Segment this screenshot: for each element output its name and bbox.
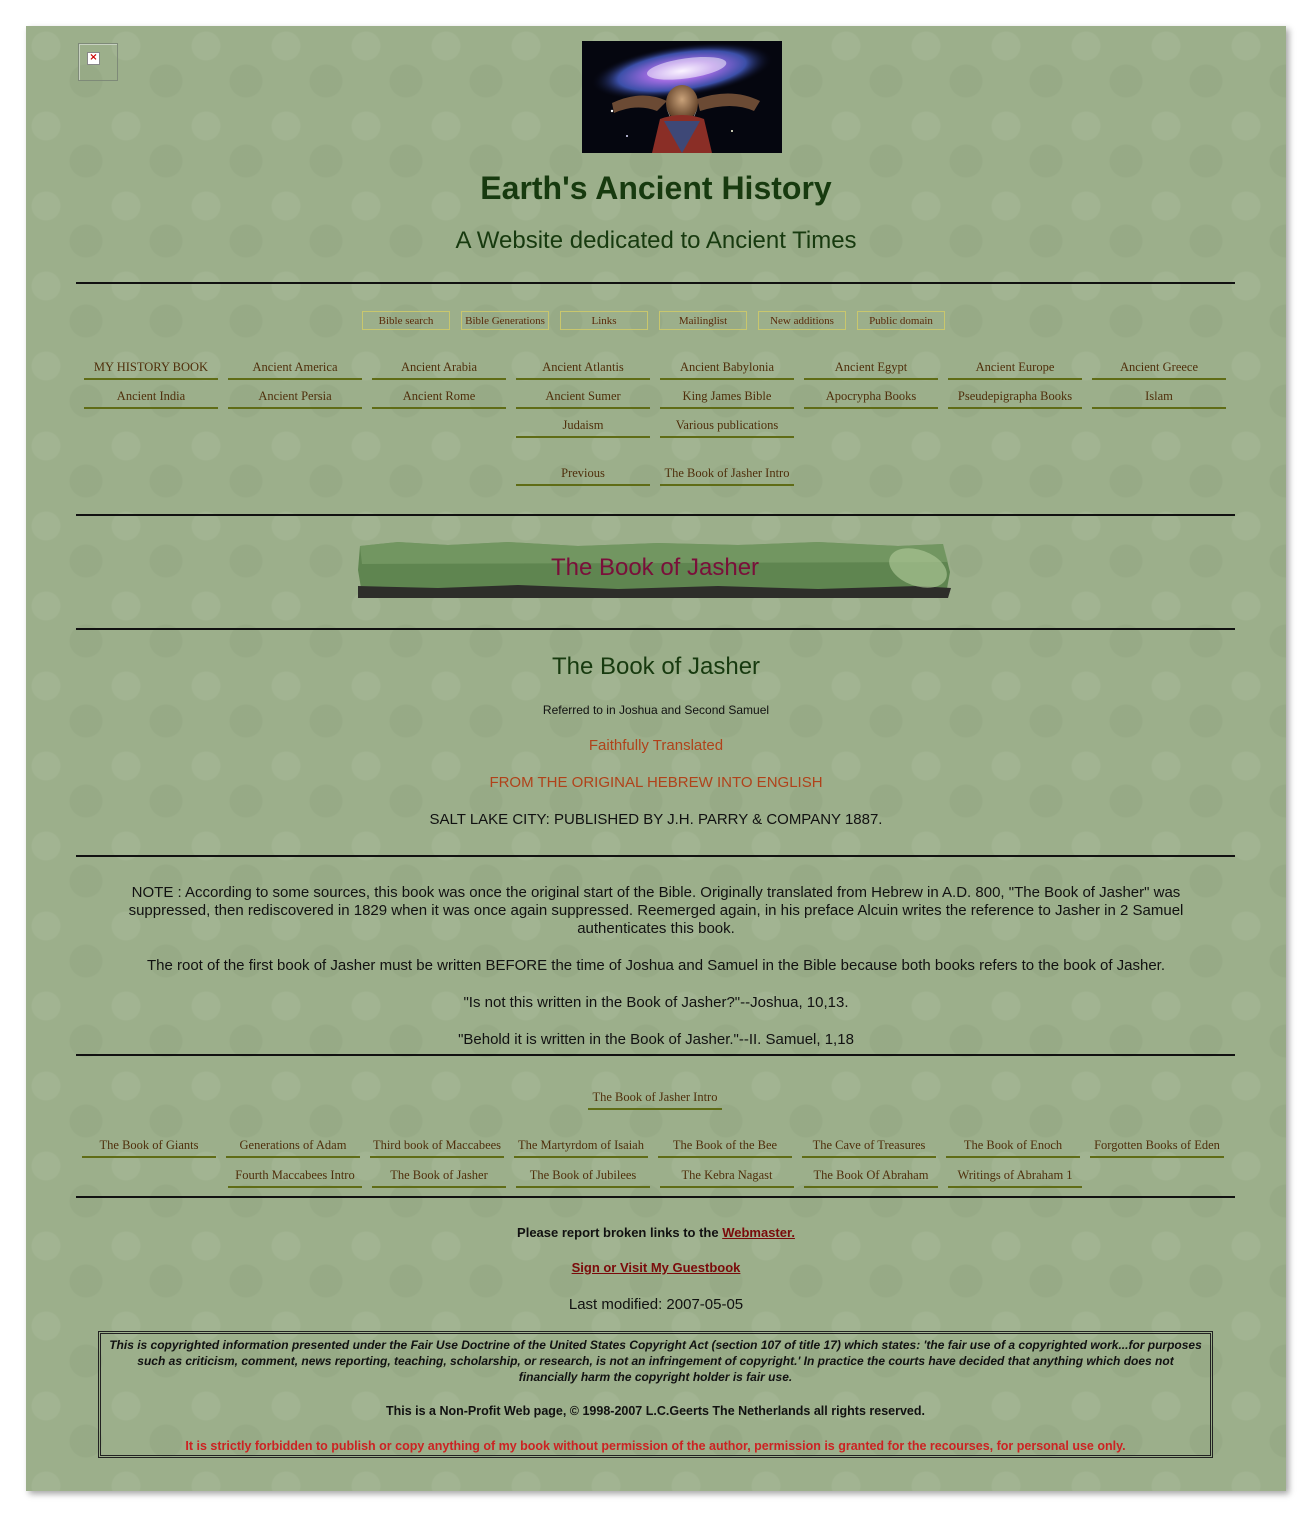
bible-search-button[interactable]: Bible search (362, 311, 450, 330)
nav-link-ancient-india[interactable]: Ancient India (84, 387, 218, 409)
link-book-of-the-bee[interactable]: The Book of the Bee (658, 1136, 792, 1158)
link-third-maccabees[interactable]: Third book of Maccabees (370, 1136, 504, 1158)
nav-link-various-publications[interactable]: Various publications (660, 416, 794, 438)
nav-link-islam[interactable]: Islam (1092, 387, 1226, 409)
public-domain-button[interactable]: Public domain (857, 311, 945, 330)
nav-link-ancient-atlantis[interactable]: Ancient Atlantis (516, 358, 650, 380)
fair-use-notice: This is copyrighted information presented under the Fair Use Doctrine of the United States Copyright Act (section 107 of title 17) which states: 'the fair use of a copyrighted work...for purposes such as criticism, comment, news reporting, teaching, scholarship, or research, is not an infringement of copyright.' In practice the courts have decided that anything which does not financially harm the copyright holder is fair use. (109, 1338, 1202, 1384)
previous-link[interactable]: Previous (516, 464, 650, 486)
nav-link-ancient-greece[interactable]: Ancient Greece (1092, 358, 1226, 380)
link-forgotten-books-of-eden[interactable]: Forgotten Books of Eden (1090, 1136, 1224, 1158)
webmaster-link[interactable]: Webmaster. (722, 1225, 795, 1240)
link-writings-of-abraham[interactable]: Writings of Abraham 1 (948, 1166, 1082, 1188)
book-title: The Book of Jasher (551, 653, 761, 680)
bible-generations-button[interactable]: Bible Generations (461, 311, 549, 330)
broken-image-icon: × (78, 43, 118, 81)
links-button[interactable]: Links (560, 311, 648, 330)
nav-link-ancient-europe[interactable]: Ancient Europe (948, 358, 1082, 380)
divider (76, 282, 1235, 284)
jasher-intro-link[interactable]: The Book of Jasher Intro (588, 1088, 722, 1110)
book-publisher-text: SALT LAKE CITY: PUBLISHED BY J.H. PARRY & COMPANY 1887. (429, 811, 883, 828)
quote-joshua: "Is not this written in the Book of Jasher?"--Joshua, 10,13. (463, 994, 849, 1011)
link-fourth-maccabees-intro[interactable]: Fourth Maccabees Intro (228, 1166, 362, 1188)
hero-image-galaxy (582, 41, 782, 153)
note-paragraph: NOTE : According to some sources, this book was once the original start of the Bible. Originally translated from Hebrew in A.D. 800, "The Book of Jasher" was suppressed, then rediscovered in 1829 when it was once again suppressed. Reemerged again, in his preface Alcuin writes the reference to Jasher in 2 Samuel authenticates this book. (128, 884, 1184, 937)
divider (76, 514, 1235, 516)
nav-link-pseudepigrapha-books[interactable]: Pseudepigrapha Books (948, 387, 1082, 409)
link-book-of-abraham[interactable]: The Book Of Abraham (804, 1166, 938, 1188)
site-subtitle: A Website dedicated to Ancient Times (455, 227, 857, 254)
nav-link-ancient-persia[interactable]: Ancient Persia (228, 387, 362, 409)
book-translated-text: Faithfully Translated (588, 737, 724, 754)
nav-link-ancient-rome[interactable]: Ancient Rome (372, 387, 506, 409)
book-referred-text: Referred to in Joshua and Second Samuel (542, 703, 770, 717)
guestbook-link[interactable]: Sign or Visit My Guestbook (571, 1260, 741, 1275)
copy-forbidden-notice: It is strictly forbidden to publish or copy anything of my book without permission of the author, permission is granted for the recourses, for personal use only. (185, 1439, 1126, 1453)
nav-link-king-james-bible[interactable]: King James Bible (660, 387, 794, 409)
banner-title: The Book of Jasher (550, 554, 760, 581)
link-cave-of-treasures[interactable]: The Cave of Treasures (802, 1136, 936, 1158)
divider (76, 855, 1235, 857)
quote-samuel: "Behold it is written in the Book of Jasher."--II. Samuel, 1,18 (458, 1031, 854, 1048)
nav-link-ancient-sumer[interactable]: Ancient Sumer (516, 387, 650, 409)
divider (76, 1054, 1235, 1056)
nonprofit-notice: This is a Non-Profit Web page, © 1998-2007 L.C.Geerts The Netherlands all rights reserved. (385, 1404, 925, 1418)
site-title: Earth's Ancient History (480, 170, 832, 206)
nav-link-judaism[interactable]: Judaism (516, 416, 650, 438)
link-kebra-nagast[interactable]: The Kebra Nagast (660, 1166, 794, 1188)
last-modified: Last modified: 2007-05-05 (568, 1296, 744, 1313)
link-book-of-jubilees[interactable]: The Book of Jubilees (516, 1166, 650, 1188)
report-text: Please report broken links to the (517, 1225, 723, 1240)
link-book-of-giants[interactable]: The Book of Giants (82, 1136, 216, 1158)
link-martyrdom-of-isaiah[interactable]: The Martyrdom of Isaiah (514, 1136, 648, 1158)
link-book-of-enoch[interactable]: The Book of Enoch (946, 1136, 1080, 1158)
mailinglist-button[interactable]: Mailinglist (659, 311, 747, 330)
divider (76, 628, 1235, 630)
divider (76, 1196, 1235, 1198)
nav-link-ancient-arabia[interactable]: Ancient Arabia (372, 358, 506, 380)
nav-link-ancient-babylonia[interactable]: Ancient Babylonia (660, 358, 794, 380)
note-paragraph: The root of the first book of Jasher must be written BEFORE the time of Joshua and Samuel in the Bible because both books refers to the book of Jasher. (146, 957, 1166, 974)
page-body (26, 26, 1286, 1491)
book-original-text: FROM THE ORIGINAL HEBREW INTO ENGLISH (489, 774, 823, 791)
nav-link-ancient-egypt[interactable]: Ancient Egypt (804, 358, 938, 380)
new-additions-button[interactable]: New additions (758, 311, 846, 330)
link-book-of-jasher[interactable]: The Book of Jasher (372, 1166, 506, 1188)
report-broken-links (26, 1225, 1286, 1240)
nav-link-ancient-america[interactable]: Ancient America (228, 358, 362, 380)
jasher-intro-link[interactable]: The Book of Jasher Intro (660, 464, 794, 486)
link-generations-of-adam[interactable]: Generations of Adam (226, 1136, 360, 1158)
nav-link-apocrypha-books[interactable]: Apocrypha Books (804, 387, 938, 409)
nav-link-my-history-book[interactable]: MY HISTORY BOOK (84, 358, 218, 380)
